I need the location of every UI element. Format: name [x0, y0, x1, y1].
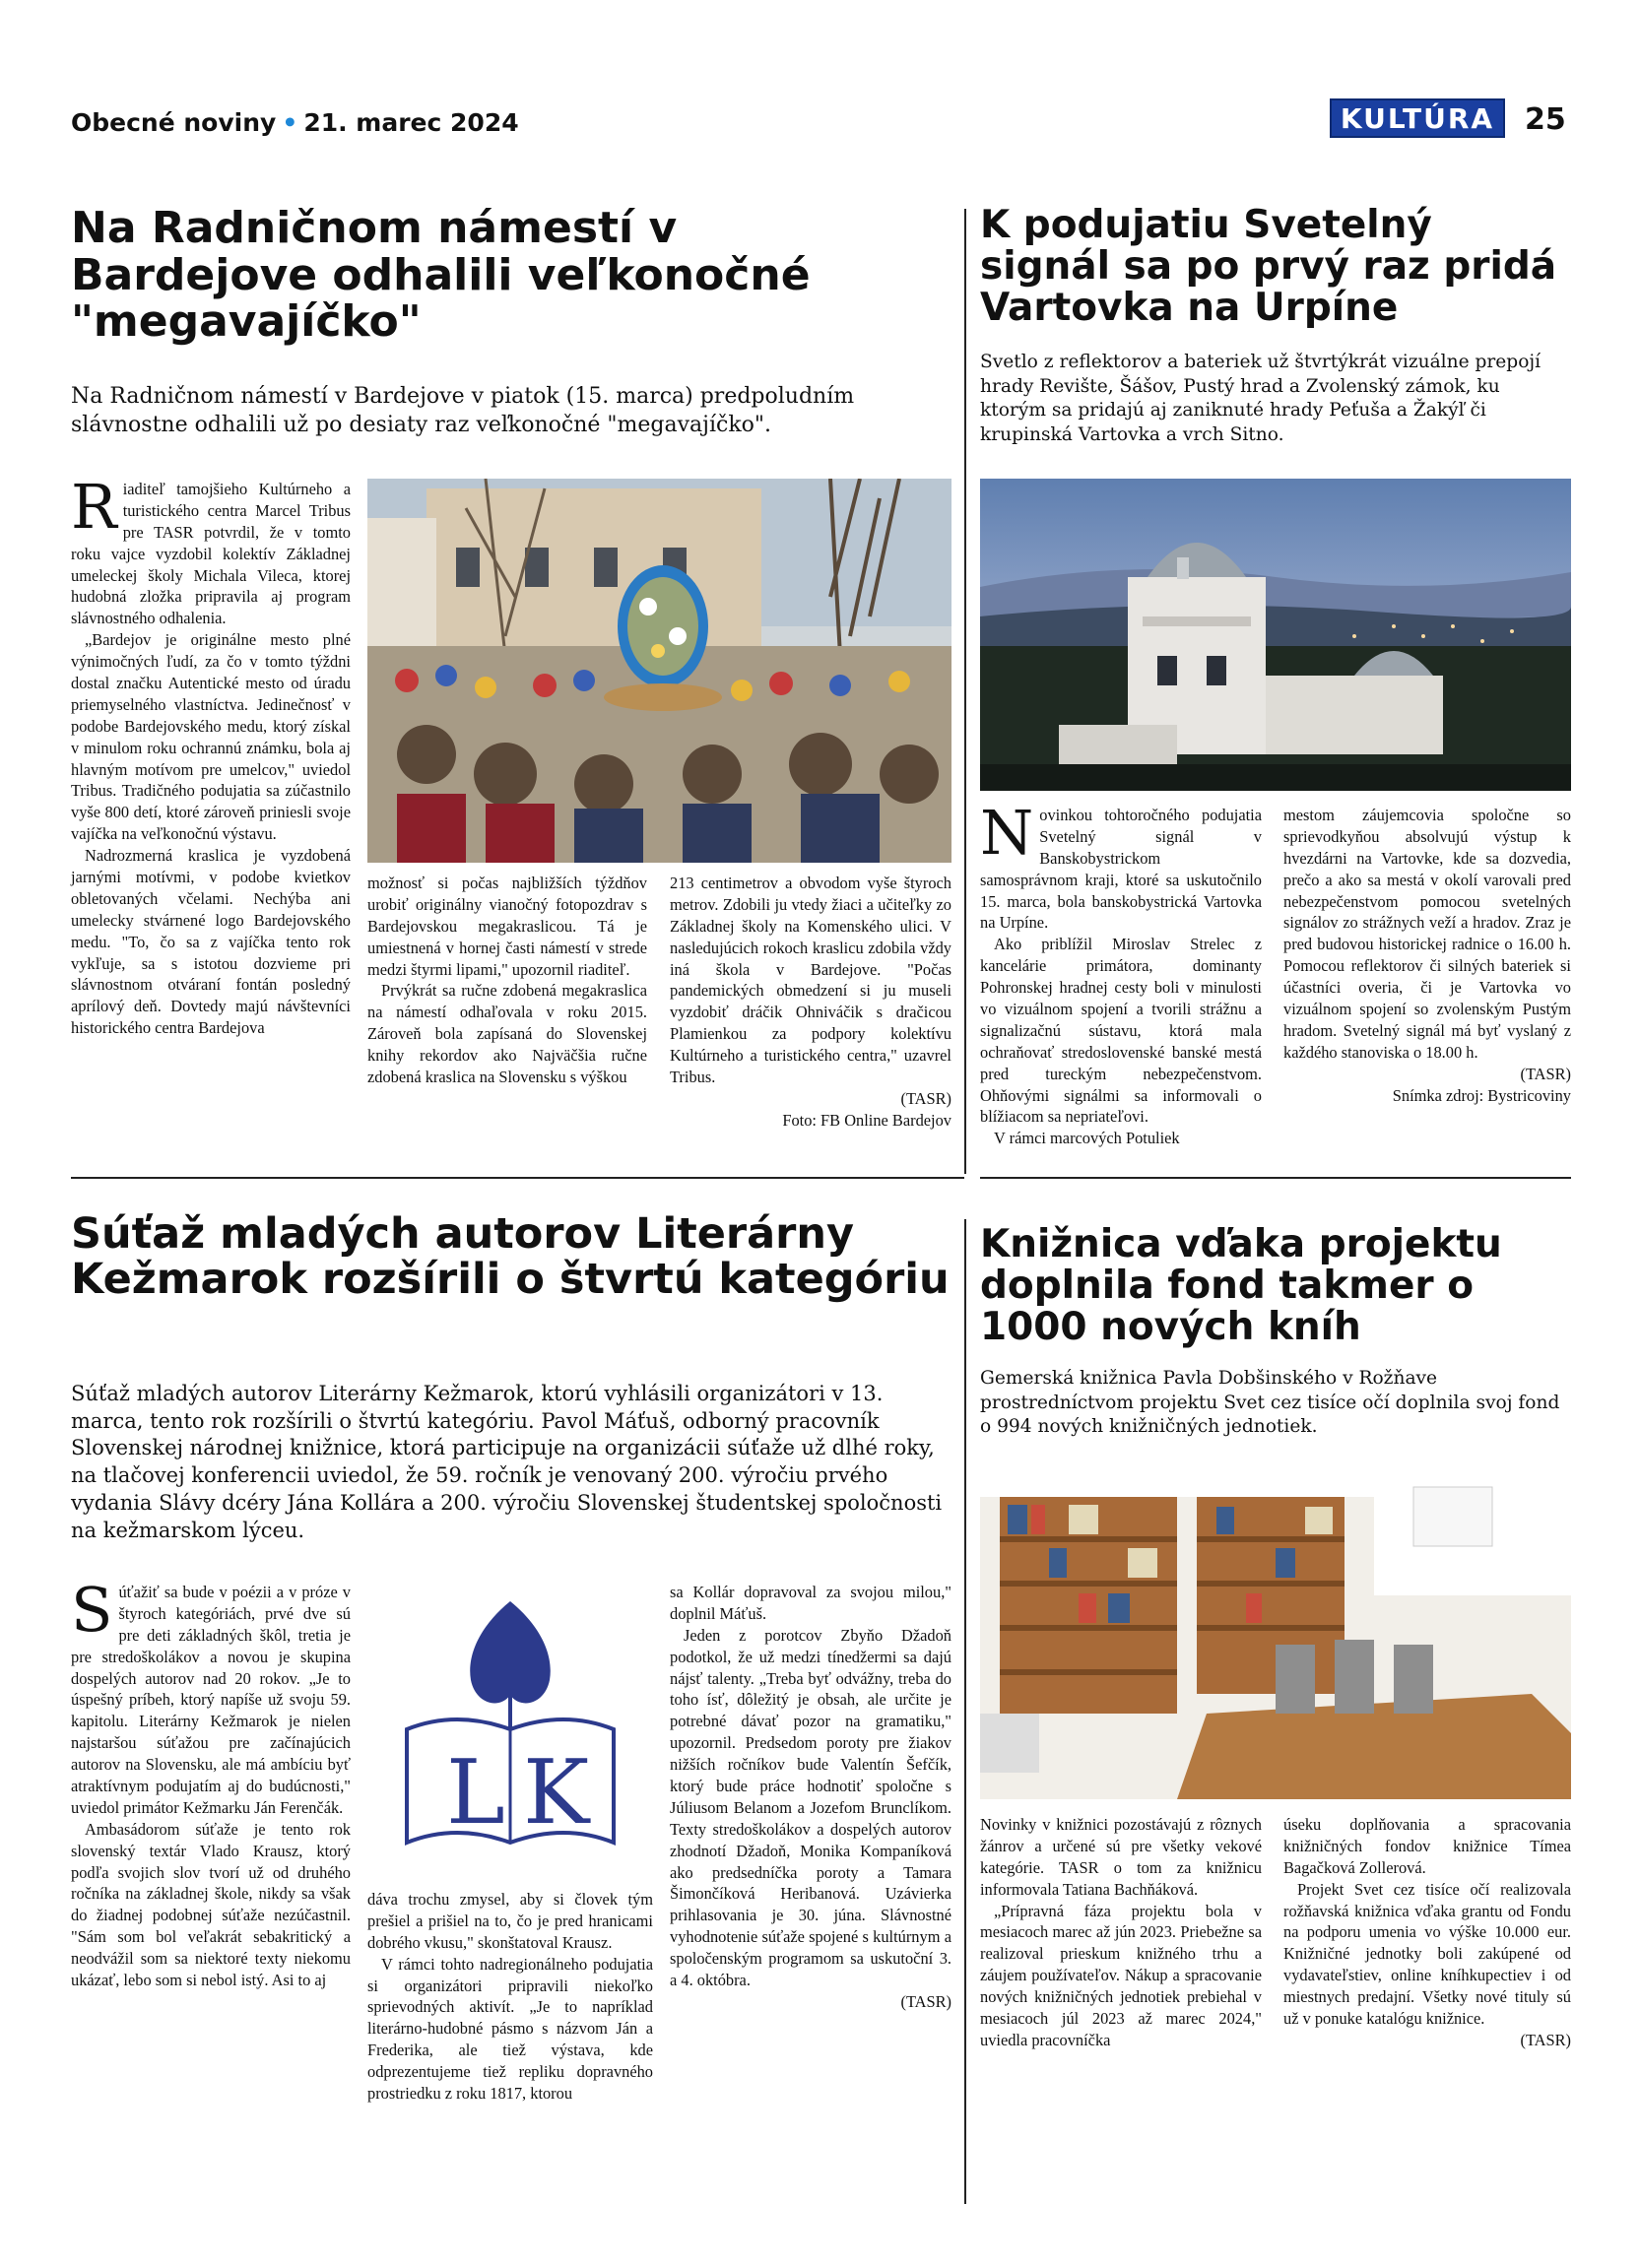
article3-dropcap: S [71, 1574, 113, 1646]
article1-col2-p2: Prvýkrát sa ručne zdobená megakraslica na námestí odhaľovala v roku 2015. Zároveň bola zapísaná do Slovenskej knihy rekordov ako Najväčšia ručne zdobená kraslica na Slovensku s výškou [367, 981, 647, 1087]
article2-col1-p3: V rámci marcových Potuliek [994, 1129, 1180, 1148]
article1-col2-p1: možnosť si počas najbližších týždňov urobiť originálny vianočný fotopozdrav s Bardejovskou megakraslicou. Tá je umiestnená v hornej časti námestí v strede medzi štyrmi lipami," upozornil riaditeľ. [367, 874, 647, 979]
article3-col3-p2: Jeden z porotcov Zbyňo Džadoň podotkol, že už medzi tínedžermi sa dajú nájsť talenty. „Treba byť odvážny, treba do toho ísť, dôležitý je obsah, ale určite je potrebné dávať pozor na gramatiku," upozornil. Predsedom poroty pre žiakov nižších ročníkov bude Valentín Šefčík, ktorý bude práce hodnotiť spoločne s Júliusom Belanom a Jozefom Brunclíkom. Texty stredoškolákov a dospelých autorov zhodnotí Džadoň, Monika Kompaníková ako predsedníčka poroty a Tamara Šimončíková Heribanová. Uzávierka prihlasovania je 30. júna. Slávnostné vyhodnotenie súťaže spojené s kultúrnym a spoločenským programom sa uskutoční 3. a 4. októbra. [670, 1625, 951, 1990]
article4-col1-p2: „Prípravná fáza projektu bola v mesiacoch marec až jún 2023. Priebežne sa realizoval prieskum knižného trhu a záujem používateľov. Nákup a spracovanie nových knižničných jednotiek prebiehal v mesiacoch júl 2023 až marec 2024," uviedla pracovníčka [980, 1901, 1262, 2049]
column-divider-top [964, 209, 966, 1174]
article4-col1 [980, 1814, 1262, 2051]
article2-dropcap: N [980, 797, 1034, 869]
article3-lead: Súťaž mladých autorov Literárny Kežmarok, ktorú vyhlásili organizátori v 13. marca, tento rok rozšírili o štvrtú kategóriu. Pavol Máťuš, odborný pracovník Slovenskej národnej knižnice, ktorá participuje na organizácii súťaže už dlhé roky, na tlačovej konferencii uviedol, že 59. ročník je venovaný 200. výročiu prvého vydania Slávy dcéry Jána Kollára a 200. výročiu Slovenskej študentskej spoločnosti na kežmarskom lýceu. [71, 1382, 943, 1542]
article3-col2 [367, 1889, 653, 2105]
article1-col1-p2: „Bardejov je originálne mesto plné výnimočných ľudí, za čo v tomto týždni dostal značku Autentické mesto od úradu priemyselného vlastníctva. Jedinečnosť v podobe Bardejovského medu, ktorý získal v minulom roku ochrannú známku, bola aj hlavným motívom pre umelcov," uviedol Tribus. Tradičného podujatia sa zúčastnilo vyše 800 detí, ktoré zároveň priniesli svoje vajíčka na veľkonočnú výstavu. [71, 630, 351, 844]
article2-photo-observatory [980, 479, 1571, 791]
article1-agency: (TASR) [900, 1088, 951, 1108]
article3-col1 [71, 1574, 351, 1991]
article2-agency: (TASR) [1520, 1064, 1571, 1083]
row-divider-left [71, 1177, 964, 1179]
masthead [71, 108, 519, 137]
issue-date: 21. marec 2024 [303, 108, 519, 137]
article3-col2-p2: V rámci tohto nadregionálneho podujatia si organizátori pripravili niekoľko sprievodných aktivít. „Je to napríklad literárno-hudobné pásmo s názvom Ján a Frederika, ale tiež výstava, kde odprezentujeme tiež repliku dopravného prostriedku z roku 1817, ktorou [367, 1954, 653, 2104]
article2-lead: Svetlo z reflektorov a bateriek už štvrtýkrát vizuálne prepojí hrady Revište, Šášov, Pustý hrad a Zvolenský zámok, ku ktorým sa pridajú aj zaniknuté hrady Peťuša a Žakýľ či krupinská Vartovka a vrch Sitno. [980, 352, 1542, 445]
library-interior-image [980, 1467, 1571, 1799]
article1-col1-p3: Nadrozmerná kraslica je vyzdobená jarnými motívmi, v podobe kvietkov obletovaných včelami. Nechýba ani umelecky stvárnené logo Bardejovského medu. "To, čo sa z vajíčka tento rok vykľuje, sa s istotou dozvieme pri slávnostnom otváraní fontán posledný aprílový deň. Dovtedy majú návštevníci historického centra Bardejova [71, 846, 351, 1038]
article1-dropcap: R [71, 471, 117, 543]
svg-text:L: L [446, 1741, 505, 1845]
article1-photo-egg [367, 479, 951, 863]
article4-col2-p2: Projekt Svet cez tisíce očí realizovala rožňavská knižnica vďaka grantu od Fondu na podporu umenia vo výške 10.000 eur. Knižničné jednotky boli zakúpené od vydavateľstiev, online kníhkupectiev i od miestnych predajní. Všetky nové tituly sú už v ponuke katalógu knižnice. [1283, 1879, 1571, 2029]
article4-col2-p1: úseku doplňovania a spracovania knižničných fondov knižnice Tímea Bagačková Zollerová. [1283, 1815, 1571, 1877]
article3-headline: Súťaž mladých autorov Literárny Kežmarok rozšírili o štvrtú kategóriu [71, 1209, 950, 1305]
page-number: 25 [1525, 102, 1566, 137]
article4-agency: (TASR) [1520, 2030, 1571, 2049]
egg-scene-image [367, 479, 951, 863]
row-divider-right [980, 1177, 1571, 1179]
article1-col1 [71, 471, 351, 1039]
paper-name: Obecné noviny [71, 108, 277, 137]
section-badge: KULTÚRA [1330, 98, 1505, 138]
article2-col2-p1: mestom záujemcovia spoločne so sprievodkyňou absolvujú výstup k hvezdárni na Vartovke, kde sa dozvedia, prečo a ako sa mestá v okolí varovali pred nebezpečenstvom pomocou svetelných signálov zo strážnych veží a hradov. Zraz je pred budovou historickej radnice o 16.00 h. Pomocou reflektorov či silných bateriek si účastníci overia, či je Vartovka vo vizuálnom spojení so zvolenským Pustým hradom. Svetelný signál má byť vyslaný z každého stanoviska o 18.00 h. [1283, 806, 1571, 1062]
article4-headline: Knižnica vďaka projektu doplnila fond takmer o 1000 nových kníh [980, 1222, 1502, 1350]
article1-col2 [367, 873, 647, 1088]
article3-agency: (TASR) [900, 1991, 951, 2011]
literarny-kezmarok-logo [367, 1582, 653, 1877]
article1-lead: Na Radničnom námestí v Bardejove v piatok (15. marca) predpoludním slávnostne odhalili už po desiaty raz veľkonočné "megavajíčko". [71, 384, 855, 438]
article3-col2-p1: dáva trochu zmysel, aby si človek tým prešiel a prišiel na to, čo je pred hranicami dobrého vkusu," skonštatoval Krausz. [367, 1890, 653, 1952]
svg-text:K: K [523, 1741, 590, 1845]
separator-dot: • [282, 108, 298, 137]
article2-headline: K podujatiu Svetelný signál sa po prvý raz pridá Vartovka na Urpíne [980, 203, 1557, 331]
article2-photo-credit: Snímka zdroj: Bystricoviny [1392, 1085, 1571, 1105]
article3-col3-p1: sa Kollár dopravoval za svojou milou," doplnil Máťuš. [670, 1583, 951, 1623]
article4-col1-p1: Novinky v knižnici pozostávajú z rôznych žánrov a určené sú pre všetky vekové kategórie. TASR o tom za knižnicu informovala Tatiana Bachňáková. [980, 1815, 1262, 1899]
article3-col1-p1: úťažiť sa bude v poézii a v próze v štyroch kategóriách, prvé dve sú pre deti základných škôl, tretia je pre stredoškolákov a novou je skupina dospelých autorov nad 20 rokov. „Je to úspešný príbeh, ktorý napíše už svoju 59. kapitolu. Literárny Kežmarok je nielen najstaršou súťažou pre začínajúcich autorov na Slovensku, ale má ambíciu byť atraktívnym podujatím aj do budúcnosti," uviedol primátor Kežmarku Ján Ferenčák. [71, 1583, 351, 1817]
article2-col1-p2: Ako priblížil Miroslav Strelec z kancelárie primátora, dominanty Pohronskej hradnej cesty boli v minulosti vo vizuálnom spojení a tvorili strážnu a signalizačnú sústavu, ktorá mala ochraňovať stredoslovenské banské mestá pred tureckým nebezpečenstvom. Ohňovými signálmi sa informovali o blížiacom sa nepriateľovi. [980, 935, 1262, 1127]
article3-col3 [670, 1582, 951, 2013]
column-divider-bottom [964, 1219, 966, 2204]
article1-col3 [670, 873, 951, 1132]
article4-lead: Gemerská knižnica Pavla Dobšinského v Rožňave prostredníctvom projektu Svet cez tisíce očí doplnila svoj fond o 994 nových knižničných jednotiek. [980, 1368, 1560, 1438]
article2-col1 [980, 797, 1262, 1149]
article1-col1-p1: iaditeľ tamojšieho Kultúrneho a turistického centra Marcel Tribus pre TASR potvrdil, že v tomto roku vajce vyzdobil kolektív Základnej umeleckej školy Michala Vileca, ktorej hudobná zložka pripravila aj program slávnostného odhalenia. [71, 480, 351, 628]
article2-col2 [1283, 805, 1571, 1106]
article4-photo-library [980, 1467, 1571, 1799]
article1-photo-credit: Foto: FB Online Bardejov [782, 1110, 951, 1130]
article1-headline: Na Radničnom námestí v Bardejove odhalili veľkonočné "megavajíčko" [71, 203, 811, 348]
article1-col3-p1: 213 centimetrov a obvodom vyše štyroch metrov. Zdobili ju vtedy žiaci a učiteľky zo Základnej školy na Komenského ulici. V nasledujúcich rokoch kraslicu zdobila vždy iná škola v Bardejove. "Počas pandemických obmedzení si ju museli vyzdobiť dráčik Ohniváčik s dračicou Plamienkou za podpory kolektívu Kultúrneho a turistického centra," uzavrel Tribus. [670, 874, 951, 1087]
article2-col1-p1: ovinkou tohtoročného podujatia Svetelný signál v Banskobystrickom samosprávnom kraji, ktoré sa uskutočnilo 15. marca, bola banskobystrická Vartovka na Urpíne. [980, 806, 1262, 933]
observatory-image [980, 479, 1571, 791]
article3-col1-p2: Ambasádorom súťaže je tento rok slovenský textár Vlado Krausz, ktorý podľa svojich slov tvorí už od druhého ročníka na základnej škole, nikdy sa však do žiadnej podobnej súťaže nezúčastnil. "Sám som bol veľakrát sebakritický a neodvážil som sa niektoré texty niekomu ukázať, lebo som si nebol istý. Asi to aj [71, 1819, 351, 1990]
article4-col2 [1283, 1814, 1571, 2051]
